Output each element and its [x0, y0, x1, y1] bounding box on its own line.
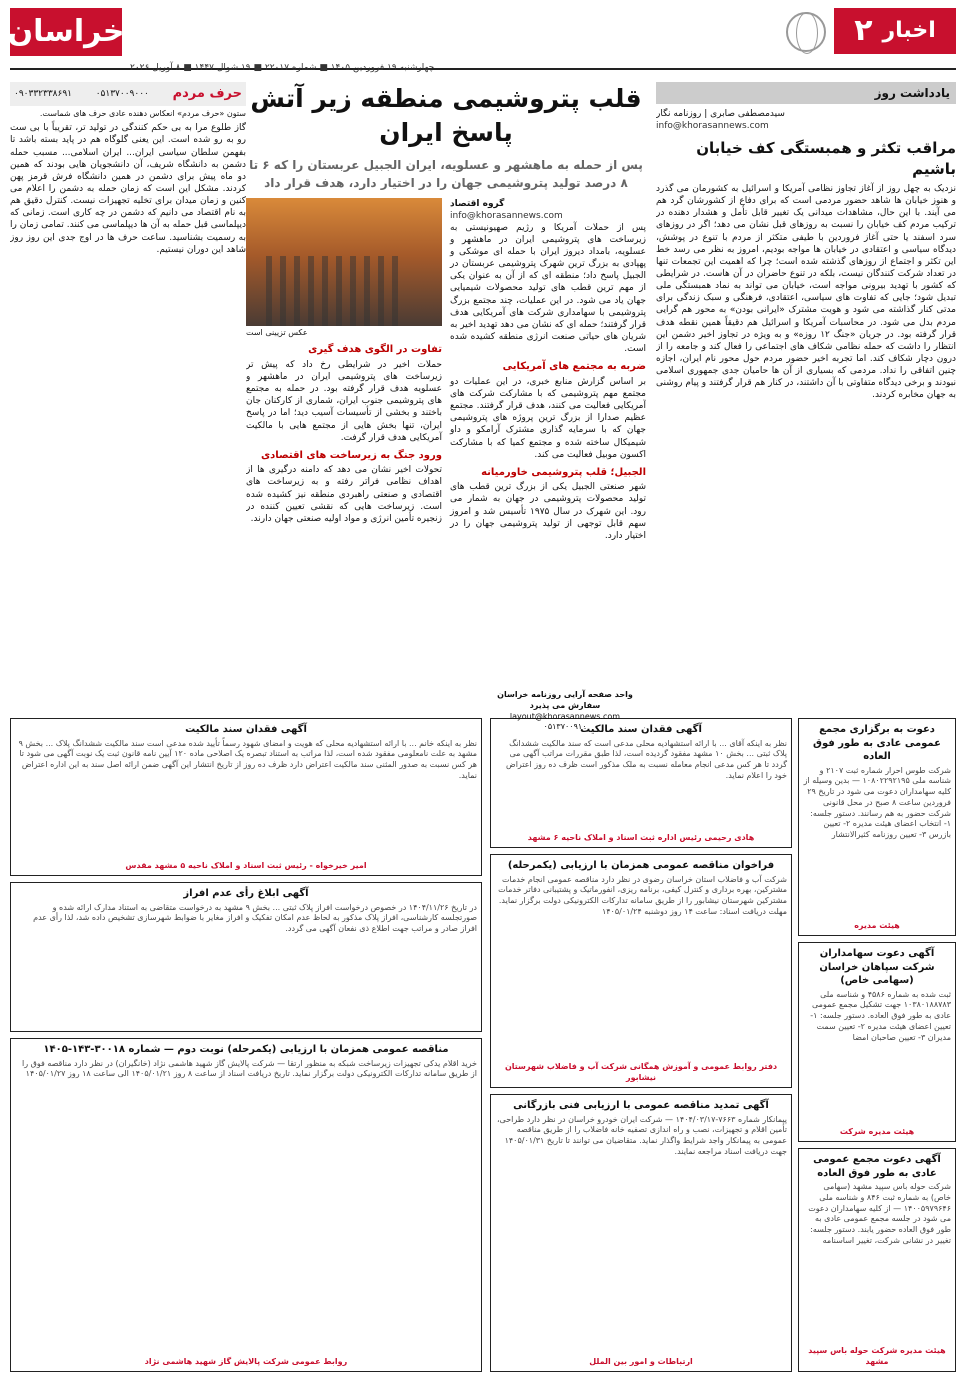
ad-title: آگهی فقدان سند مالکیت — [580, 724, 702, 735]
editorial-email[interactable]: info@khorasannews.com — [656, 121, 769, 132]
ad-title: مناقصه عمومی همزمان با ارزیابی (یکمرحله) نوبت دوم — شماره ۳۰۰۱۸-۱۴۳-۱۴۰۵ — [43, 1044, 449, 1055]
layout-service-ad — [490, 690, 640, 733]
editorial-title: مراقب تکثر و همبستگی کف خیابان باشیم — [696, 139, 956, 178]
ad-body: در تاریخ ۱۴۰۴/۱۱/۲۶ در خصوص درخواست افراز پلاک ثبتی ... بخش ۹ مشهد به درخواست متقاضی به استناد مدارک ارائه شده و صورتجلسه کارشناسی، افراز پلاک مذکور به لحاظ عدم امکان تفکیک و افراز مغایر با ضوابط شهرسازی تشخیص داده شد، لذا رأی عدم افراز صادر و مراتب جهت اطلاع ذی نفعان آگهی می گردد. — [33, 902, 477, 934]
main-byline-email[interactable]: info@khorasannews.com — [450, 210, 563, 221]
ad-footer: ارتباطات و امور بین الملل — [589, 1357, 693, 1367]
ad-general-assembly — [798, 718, 956, 936]
ad-footer: هادی رحیمی رئیس اداره ثبت اسناد و املاک ناحیه ۶ مشهد — [527, 833, 755, 843]
main-subhead-4: ورود جنگ به زیرساخت های اقتصادی — [260, 449, 442, 461]
ad-body: ثبت شده به شماره ۴۵۸۶ و شناسه ملی ۱۰۳۸۰۱۸۸۷۸۳ جهت تشکیل مجمع عمومی عادی به طور فوق العاده. دستور جلسه: ۱- تعیین اعضای هیئت مدیره ۲- تعیین سمت مدیران ۳- تعیین صاحبان امضا — [810, 989, 951, 1042]
ads-section — [10, 718, 956, 1372]
ad-body: شرکت حوله باس سپید مشهد (سهامی خاص) به شماره ثبت ۸۴۶ و شناسه ملی ۱۴۰۰۵۹۷۹۶۴۶ — از کلیه سهامداران دعوت می شود در جلسه مجمع عمومی عادی به طور فوق العاده حضور یابند. دستور جلسه: تغییر در نشانی شرکت، تغییر اساسنامه — [808, 1182, 951, 1245]
main-story — [246, 82, 646, 712]
ad-body: خرید اقلام یدکی تجهیزات زیرساخت شبکه به منظور ارتقا — شرکت پالایش گاز شهید هاشمی نژاد (خانگیران) در نظر دارد مناقصه فوق را از طریق سامانه تدارکات الکترونیکی دولت برگزار نماید. تاریخ دریافت اسناد از ساعت ۸ روز ۱۴۰۵/۰۱/۲۱ الی ساعت ۱۸ روز ۱۴۰۵/۰۱/۲۷ — [21, 1058, 477, 1079]
ad-lost-deed-1 — [10, 718, 482, 876]
dateline: چهارشنبه ۱۹ فروردین ۱۴۰۵ ■ شماره ۲۲۰۱۷ ■ ۱۹ شوال ۱۴۴۷ ■ ۸ آوریل ۲۰۲۶ — [130, 63, 435, 73]
ad-body: نظر به اینکه آقای ... با ارائه استشهادیه محلی مدعی است که سند مالکیت ششدانگ پلاک ثبتی ... بخش ۱۰ مشهد مفقود گردیده است، لذا طبق مقررات مراتب آگهی می گردد تا هر کس مدعی انجام معامله نسبت به ملک مذکور است ظرف ده روز اعتراض خود را اعلام نماید. — [506, 738, 787, 780]
ad-gas-tender — [10, 1038, 482, 1372]
main-story-col-right — [450, 198, 646, 543]
ad-footer: هیئت مدیره — [854, 921, 900, 931]
masthead — [7, 8, 956, 73]
main-body-5: تحولات اخیر نشان می دهد که دامنه درگیری ها از اهداف نظامی فراتر رفته و به زیرساخت های اقتصادی و صنعتی راهبردی منطقه نیز کشیده شده است. زیرساخت هایی که نقشی تعیین کننده در زنجیره تأمین انرژی و مواد اولیه صنعتی جهان دارند. — [246, 465, 442, 524]
page-number: ۲ — [854, 12, 873, 48]
main-subhead-3: تفاوت در الگوی هدف گیری — [308, 344, 442, 356]
ad-tender-extension — [490, 1094, 792, 1372]
main-subheadline: پس از حمله به ماهشهر و عسلویه، ایران الجبیل عربستان را که ۶ تا ۸ درصد تولید پتروشیمی جهان را در اختیار دارد، هدف قرار داد — [249, 157, 643, 190]
ad-title: فراخوان مناقصه عمومی همزمان با ارزیابی (یکمرحله) — [507, 860, 775, 871]
refinery-photo — [246, 198, 442, 326]
editorial-author: سیدمصطفی صابری | روزنامه نگار — [656, 109, 785, 120]
ad-title: آگهی تمدید مناقصه عمومی با ارزیابی فنی بازرگانی — [513, 1100, 769, 1111]
letters-column — [10, 82, 246, 712]
main-headline: قلب پتروشیمی منطقه زیر آتش پاسخ ایران — [250, 84, 642, 147]
ad-non-partition — [10, 882, 482, 1032]
ad-footer: هیئت مدیره شرکت — [839, 1127, 915, 1137]
ad-title: آگهی دعوت سهامداران شرکت سپاهان خراسان (سهامی خاص) — [819, 948, 935, 986]
ad-title: آگهی ابلاغ رأی عدم افراز — [183, 888, 309, 899]
main-story-col-left — [246, 198, 442, 543]
section-tab — [834, 8, 956, 54]
letters-intro: ستون «حرف مردم» انعکاس دهنده عادی حرف های شماست. — [39, 108, 246, 118]
main-body-3: شهر صنعتی الجبیل یکی از بزرگ ترین قطب های تولید محصولات پتروشیمی در جهان به شمار می رود. این شهرک در سال ۱۹۷۵ تأسیس شد و امروز سهم قابل توجهی از تولید پتروشیمی جهان را در اختیار دارد. — [450, 482, 646, 541]
ad-footer: روابط عمومی شرکت پالایش گاز شهید هاشمی نژاد — [144, 1357, 348, 1367]
main-subhead-1: ضربه به مجتمع های آمریکایی — [502, 361, 646, 373]
editorial-column — [656, 82, 956, 712]
ad-title: آگهی فقدان سند مالکیت — [185, 724, 307, 735]
layout-service-contact[interactable]: layout@khorasannews.com ۰۵۱۳۷۰۰۹۱۰ — [509, 711, 621, 732]
ad-body: نظر به اینکه خانم ... با ارائه استشهادیه محلی که هویت و امضای شهود رسماً تأیید شده مدعی است سند مالکیت ششدانگ پلاک ... بخش ۹ مشهد به علت نامعلومی مفقود شده است، لذا مراتب به استناد تبصره یک اصلاحی ماده ۱۲۰ آیین نامه قانون ثبت یک نوبت آگهی می شود تا هر کس نسبت به صدور المثنی سند مالکیت اعتراض دارد ظرف ده روز از تاریخ انتشار این آگهی ضمن ارائه اصل سند به این اداره اعتراض نماید. — [18, 738, 477, 780]
editorial-body: نزدیک به چهل روز از آغاز تجاوز نظامی آمریکا و اسرائیل به کشورمان می گذرد و هنوز خیابان ها شاهد حضور مردمی است که برای دفاع از کشورشان گرد هم می آیند. با این حال، مشاهدات میدانی یک تغییر قابل تأمل و هشدار دهنده در ترکیب مردم کف خیابان را نسبت به روزهای قبل نشان می دهد؛ اگر در روزهای سرد اسفند یا حتی آغاز فروردین با طیفی متکثر از مردم با تنوع در پوشش، دیدگاه سیاسی و اعتقادی در خیابان ها مواجه بودیم، امروز به نظر می رسد خط این تکثر و اجتماع از روزهای گذشته شده است؛ چرا که اهمیت این تجمعات تنها در تعداد شرکت کنندگان نیست، بلکه در تنوع حاضران در آن هاست. در شرایطی که کشور با تهدید بیرونی مواجه است، خیابان می تواند به نماد همبستگی ملی تبدیل شود؛ جایی که تفاوت های سیاسی، اعتقادی، فرهنگی و سبک زندگی برای مدتی کنار گذاشته می شود و هویت مشترک «ایرانی بودن» به محور هم گرایی مردم بدل می شود. در محاسبات آمریکا و اسرائیل هم دقیقاً همین نقطه هدف قرار گرفته بود. در جریان «جنگ ۱۲ روزه» و به ویژه در تجاوز اخیر دشمن این انتظار را داشت که حمله نظامی شکاف های اجتماعی را فعال کند و جامعه را از درون دچار شکاف کند. اما تجربه اخیر حضور مردم حول محور نام ایران، اجازه چنین اتفاقی را نداد. مردمی که بسیاری از آن ها حامیان جدی جمهوری اسلامی نبودند و برخی دیدگاه متفاوتی با آن داشتند، در کنار هم قرار گرفتند و پیام روشنی به جهان مخابره کردند. — [656, 183, 956, 401]
letters-body: گاز طلوع مرا به بی حکم کنندگی در تولید تر، تقریباً با بی ست رو به رو شده است. این یعنی گلوگاه هم در پاید بسته باشد تا بفهمن سلطان سیاسی ایران... ایران اسلامی... مسبب حمله دشمن به دانشگاه شریف، آن دانشجویان هایی بودند که همین دو ماه پیش برای دشمن در همین دانشگاه فرش قرمز پهن کردند. مشکل این است که زمان حمله به دشمن را اعلام می کنین و زمان میدان برای تخلیه تجهیزات نیست. کنترل دقیق هم به نام اقتصاد می دانیم که دشمن در چه کاری است. زمانی که دیپلماسی قبل حمله به آن ها دیپلماسی می کنند. تمامی زمان را به رسمیت بشناسید. ساعت حرف ها در اوج جدی این روز روز شاهد این دوران نیستیم. — [10, 123, 246, 255]
ad-footer: هیئت مدیره شرکت حوله باس سپید مشهد — [808, 1346, 946, 1367]
editorial-rubric: یادداشت روز — [656, 82, 956, 104]
main-subhead-2: الجبیل؛ قلب پتروشیمی خاورمیانه — [481, 466, 646, 478]
section-name: اخبار — [882, 18, 936, 44]
letters-header — [10, 82, 246, 106]
ad-extraordinary-assembly — [798, 1148, 956, 1372]
photo-caption: عکس تزیینی است — [246, 327, 308, 337]
ad-footer: امیر خیرخواه - رئیس ثبت اسناد و املاک ناحیه ۵ مشهد مقدس — [125, 861, 367, 871]
ad-footer: دفتر روابط عمومی و آموزش همگانی شرکت آب و فاضلاب شهرستان نیشابور — [504, 1062, 778, 1083]
ad-body: شرکت آب و فاضلاب استان خراسان رضوی در نظر دارد مناقصه عمومی انجام خدمات مشترکین، بهره برداری و کنترل کیفی، برنامه ریزی، انفورماتیک و پشتیبانی دفاتر خدمات مشترکین شهرستان نیشابور را از طریق سامانه تدارکات الکترونیکی دولت برگزار نماید. مهلت دریافت اسناد: ساعت ۱۴ روز دوشنبه ۱۴۰۵/۰۱/۲۴ — [498, 874, 787, 916]
main-byline: گروه اقتصاد — [450, 198, 505, 209]
ad-title: دعوت به برگزاری مجمع عمومی عادی به طور فوق العاده — [813, 724, 941, 762]
ad-lost-deed-2 — [490, 718, 792, 848]
newspaper-logo: خراسان — [10, 8, 122, 56]
ad-water-tender — [490, 854, 792, 1088]
layout-service-title: واحد صفحه آرایی روزنامه خراسان سفارش می پذیرد — [497, 690, 633, 710]
letters-phone: ۰۹۰۳۳۲۳۳۸۶۹۱ — [14, 88, 73, 99]
ad-shareholders-invite — [798, 942, 956, 1142]
letters-sms: ۰۵۱۳۷۰۰۹۰۰۰ — [95, 88, 149, 99]
ad-body: پیمانکار شماره ۷۶۶۳-۱۴۰۴/۰۳/۱۷ — شرکت ایران خودرو خراسان در نظر دارد طراحی، تأمین اقلام و تجهیزات، نصب و راه اندازی تصفیه خانه فاضلاب را از طریق مناقصه عمومی به پیمانکار واجد شرایط واگذار نماید. متقاضیان می توانند تا تاریخ ۱۴۰۵/۰۱/۳۱ جهت دریافت اسناد مراجعه نمایند. — [496, 1114, 787, 1156]
letters-title: حرف مردم — [172, 86, 242, 101]
main-body-4: حملات اخیر در شرایطی رخ داد که پیش تر زیرساخت های پتروشیمی ایران در ماهشهر و عسلویه هدف قرار گرفته بود. در حمله به مجتمع های پتروشیمی جنوب ایران، شماری از کارکنان جان باختند و بخشی از تأسیسات آسیب دید؛ اما در پاسخ ایران، تنها بخش هایی از مجتمع هایی با مالکیت آمریکایی هدف قرار گرفت. — [246, 359, 442, 443]
globe-icon — [786, 12, 826, 52]
main-body-2: بر اساس گزارش منابع خبری، در این عملیات دو مجتمع مهم پتروشیمی که با مشارکت شرکت های آمریکایی فعالیت می کنند، هدف قرار گرفتند. مجتمع عظیم صدارا از بزرگ ترین پروژه های پتروشیمی جهان که با سرمایه گذاری مشترک آرامکو و داو شیمیکال ساخته شده و مجتمع کمیا که با مشارکت اکسون موبیل فعالیت می کند. — [450, 376, 646, 460]
main-body-1: پس از حملات آمریکا و رژیم صهیونیستی به زیرساخت های پتروشیمی ایران در ماهشهر و عسلویه، بامداد دیروز ایران با حمله ای موشکی و پهپادی به بزرگ ترین شهرک پتروشیمی عربستان در الجبیل پاسخ داد؛ منطقه ای که از آن به عنوان یکی از مهم ترین قطب های تولید محصولات شیمیایی جهان یاد می شود. در این عملیات، چند مجتمع بزرگ پتروشیمی با سهامداری شرکت های آمریکایی هدف قرار گرفتند؛ حمله ای که نشان می دهد تهدید اخیر به شریان های حیاتی صنعت انرژی منطقه کشیده شده است. — [450, 222, 646, 355]
ad-body: شرکت طوس احرار شماره ثبت ۲۱۰۷ و شناسه ملی ۱۰۸۰۲۲۹۲۱۹۵ — بدین وسیله از کلیه سهامداران دعوت می شود در تاریخ ۲۹ فروردین ساعت ۸ صبح در محل قانونی شرکت حضور به هم رسانند. دستور جلسه: ۱- انتخاب اعضای هیئت مدیره ۲- تعیین بازرس ۳- تعیین روزنامه کثیرالانتشار — [803, 765, 951, 840]
ad-title: آگهی دعوت مجمع عمومی عادی به طور فوق العاده — [813, 1154, 941, 1179]
